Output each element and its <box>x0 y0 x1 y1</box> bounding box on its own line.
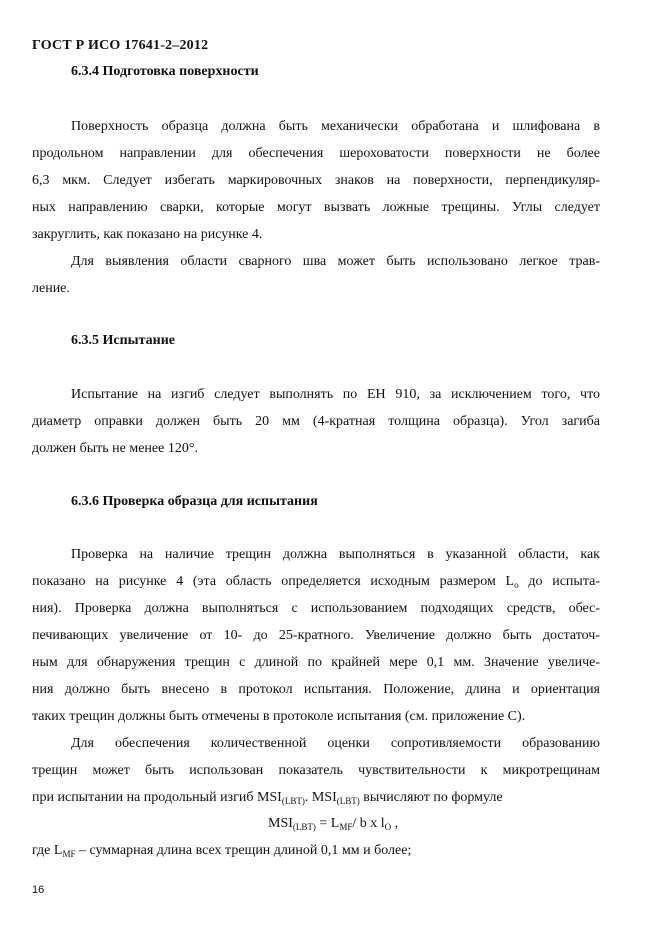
formula-explanation <box>32 843 600 862</box>
subscript: MF <box>62 849 76 859</box>
line-text: . MSI <box>304 790 337 805</box>
formula-part: , <box>391 816 399 831</box>
line-text: при испытании на продольный изгиб MSI <box>32 790 282 805</box>
subscript: (LBT) <box>292 822 316 832</box>
paragraph-line: продольном направлении для обеспечения шероховатости поверхности не более <box>32 146 600 161</box>
line-text: – суммарная длина всех трещин длиной 0,1 мм и более; <box>75 843 412 858</box>
paragraph-line: ных направлению сварки, которые могут вызвать ложные трещины. Углы следует <box>32 200 600 215</box>
paragraph-line: Проверка на наличие трещин должна выполняться в указанной области, как <box>71 547 600 562</box>
line-text: вычисляют по формуле <box>359 790 503 805</box>
formula-part: MSI <box>268 816 293 831</box>
paragraph-line <box>32 574 600 593</box>
line-text: где L <box>32 843 63 858</box>
paragraph-line: должен быть не менее 120°. <box>32 441 198 456</box>
subscript: o <box>514 580 519 590</box>
subscript: (LBT) <box>281 796 305 806</box>
paragraph-line <box>32 790 600 809</box>
page-number: 16 <box>32 884 45 896</box>
paragraph-line: Для выявления области сварного шва может быть использовано легкое трав- <box>71 254 600 269</box>
formula-part: / b x l <box>352 816 385 831</box>
section-heading-6-3-6: 6.3.6 Проверка образца для испытания <box>71 494 318 509</box>
section-heading-6-3-4: 6.3.4 Подготовка поверхности <box>71 64 259 79</box>
subscript: MF <box>339 822 353 832</box>
paragraph-line: печивающих увеличение от 10- до 25-кратного. Увеличение должно быть достаточ- <box>32 628 600 643</box>
paragraph-line: Для обеспечения количественной оценки сопротивляемости образованию <box>71 736 600 751</box>
paragraph-line: Испытание на изгиб следует выполнять по ЕН 910, за исключением того, что <box>71 387 600 402</box>
paragraph-line: таких трещин должны быть отмечены в протоколе испытания (см. приложение С). <box>32 709 526 724</box>
paragraph-line: ным для обнаружения трещин с длиной по крайней мере 0,1 мм. Значение увеличе- <box>32 655 600 670</box>
formula-msi <box>268 816 398 832</box>
paragraph-line: ния должно быть внесено в протокол испытания. Положение, длина и ориентация <box>32 682 600 697</box>
paragraph-line: Поверхность образца должна быть механически обработана и шлифована в <box>71 119 600 134</box>
paragraph-line: диаметр оправки должен быть 20 мм (4-кратная толщина образца). Угол загиба <box>32 414 600 429</box>
paragraph-line: ния). Проверка должна выполняться с использованием подходящих средств, обес- <box>32 601 600 616</box>
subscript: O <box>384 822 392 832</box>
paragraph-line: закруглить, как показано на рисунке 4. <box>32 227 263 242</box>
paragraph-line: 6,3 мкм. Следует избегать маркировочных знаков на поверхности, перпендикуляр- <box>32 173 600 188</box>
paragraph-line: ление. <box>32 281 70 296</box>
subscript: (LBT) <box>336 796 360 806</box>
section-heading-6-3-5: 6.3.5 Испытание <box>71 333 175 348</box>
paragraph-line: трещин может быть использован показатель чувствительности к микротрещинам <box>32 763 600 778</box>
document-title: ГОСТ Р ИСО 17641-2–2012 <box>32 38 209 53</box>
formula-part: = L <box>315 816 340 831</box>
line-text: показано на рисунке 4 (эта область определяется исходным размером L <box>32 574 515 589</box>
line-text: до испыта- <box>518 574 600 589</box>
